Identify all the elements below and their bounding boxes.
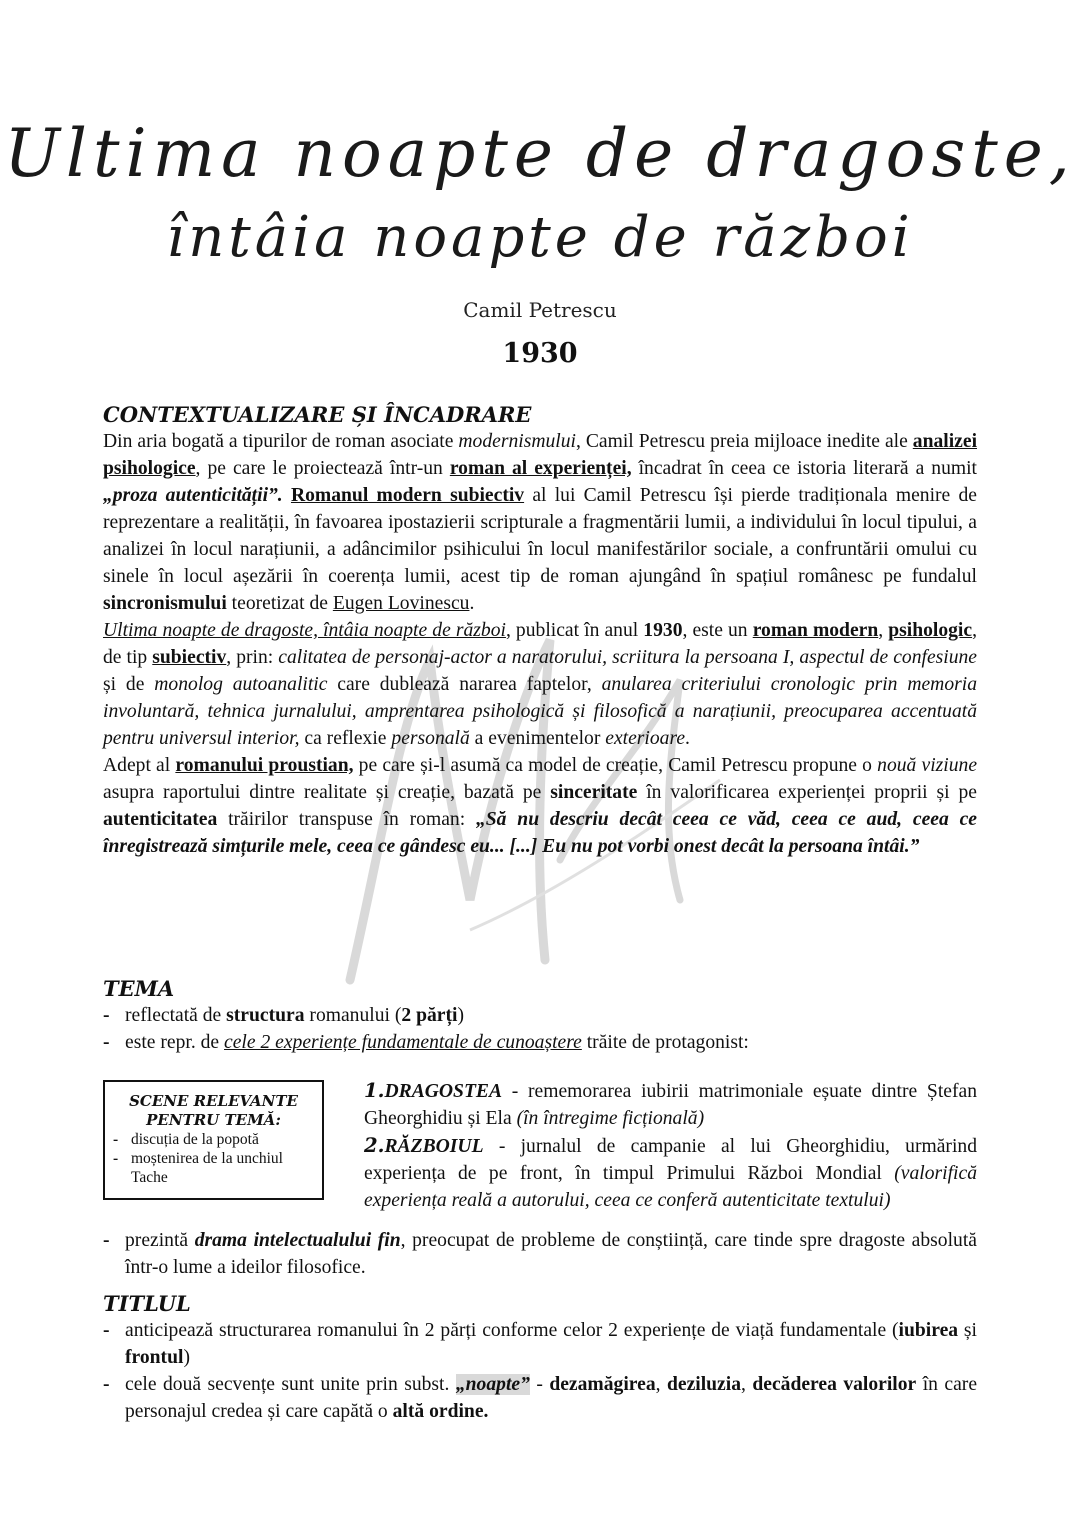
relevant-scenes-box xyxy=(103,1080,324,1200)
text-run: cele 2 experiențe fundamentale de cunoaștere xyxy=(224,1032,582,1053)
text-run: structura xyxy=(226,1005,305,1026)
text-run: Eugen Lovinescu xyxy=(332,593,470,614)
list-item: - moștenirea de la unchiul Tache xyxy=(113,1149,314,1187)
text-run: . xyxy=(469,593,475,614)
text-run: prezintă xyxy=(125,1230,195,1251)
text-run: ) xyxy=(183,1347,190,1368)
text-run: altă ordine. xyxy=(392,1401,489,1422)
text-run: și xyxy=(958,1320,978,1341)
tema-extra xyxy=(103,1227,977,1281)
text-run: Ultima noapte de dragoste, întâia noapte de război xyxy=(103,620,506,641)
text-run: iubirea xyxy=(898,1320,959,1341)
text-run: nouă viziune xyxy=(877,755,978,776)
text-run: personală xyxy=(391,728,470,749)
context-paragraph-3 xyxy=(103,752,977,860)
text-run: exterioare xyxy=(605,728,686,749)
tema-list-2 xyxy=(103,1227,977,1281)
text-run: Adept al xyxy=(103,755,176,776)
text-run: 1. xyxy=(364,1079,385,1102)
text-run: , de tip xyxy=(103,620,977,668)
text-run: a evenimentelor xyxy=(469,728,606,749)
text-run: , xyxy=(655,1374,667,1395)
text-run: drama intelectualului fin xyxy=(194,1230,401,1251)
text-run: , preocupat de probleme de conștiință, care tinde spre dragoste absolută într-o lume a ideilor filosofice. xyxy=(125,1230,977,1278)
context-paragraph-2 xyxy=(103,617,977,752)
text-run: analizei psihologice xyxy=(103,431,978,479)
text-run: roman modern xyxy=(752,620,879,641)
list-item xyxy=(103,1227,977,1281)
text-run: frontul xyxy=(125,1347,184,1368)
text-run: autenticitatea xyxy=(103,809,218,830)
text-run: , pe care le proiectează într-un xyxy=(195,458,450,479)
text-run: încadrat în ceea ce istoria literară a numit xyxy=(631,458,977,479)
text-run: și de xyxy=(103,674,155,695)
text-run: decăderea valorilor xyxy=(752,1374,917,1395)
text-run: RĂZBOIUL xyxy=(384,1136,484,1157)
titlu-heading: TITLUL xyxy=(103,1291,191,1316)
text-run: - jurnalul de campanie al lui Gheorghidiu, urmărind experiența de pe front, în timpul Primului Război Mondial xyxy=(364,1136,977,1184)
text-run: în care personajul credea și care capătă o xyxy=(125,1374,978,1422)
tema-section xyxy=(103,975,977,1056)
titlu-section xyxy=(103,1290,977,1425)
text-run: , xyxy=(878,620,889,641)
text-run: . xyxy=(685,728,690,749)
list-item xyxy=(103,1317,977,1371)
context-section xyxy=(103,401,977,860)
text-run: romanului proustian, xyxy=(175,755,354,776)
list-item xyxy=(103,1371,977,1425)
tema-parts xyxy=(350,1077,977,1214)
text-run: „proza autenticității”. xyxy=(103,485,283,506)
box-list xyxy=(113,1130,314,1187)
text-run: deziluzia xyxy=(666,1374,741,1395)
part-war xyxy=(350,1132,977,1214)
text-run: roman al experienței, xyxy=(449,458,632,479)
box-title-line-2: PENTRU TEMĂ: xyxy=(146,1111,281,1129)
text-run: , prin: xyxy=(226,647,279,668)
text-run: al lui Camil Petrescu își pierde tradiționala menire de reprezentare a realității, în favoarea ipostazierii scripturale a fragmentării lumii, a individului în locul tipului, a analizei în locul narațiunii, a adâncimilor psihicului în locul manifestărilor sociale, a confruntării omului cu sinele în locul așezării în coerența lumii, acest tip de roman ajungând în spațiul românesc pe fundalul xyxy=(103,485,977,587)
text-run: , este un xyxy=(682,620,753,641)
text-run: care dublează nararea faptelor, xyxy=(327,674,602,695)
text-run: modernismului xyxy=(458,431,576,452)
text-run: DRAGOSTEA xyxy=(384,1081,503,1102)
text-run: asupra raportului dintre realitate și creație, bazată pe xyxy=(103,782,551,803)
text-run: 2. xyxy=(364,1134,385,1157)
text-run xyxy=(283,485,291,506)
text-run: „Să nu descriu decât ceea ce văd, ceea ce aud, ceea ce înregistrează simțurile mele, ceea ce gândesc eu... [...] Eu nu pot vorbi onest decât la persoana întâi.” xyxy=(103,809,977,857)
text-run: 2 părți xyxy=(401,1005,458,1026)
text-run: , Camil Petrescu preia mijloace inedite ale xyxy=(575,431,913,452)
text-run: teoretizat de xyxy=(226,593,333,614)
text-run: calitatea de personaj-actor a naratorului, scriitura la persoana I, aspectul de confesiune xyxy=(278,647,977,668)
text-run: trăite de protagonist: xyxy=(581,1032,749,1053)
text-run: este repr. de xyxy=(125,1032,225,1053)
text-run: (în întregime ficțională) xyxy=(516,1108,705,1129)
text-run: (valorifică experiența reală a autorului, ceea ce conferă autenticitate textului) xyxy=(364,1163,977,1211)
text-run: reflectată de xyxy=(125,1005,227,1026)
text-run: - rememorarea iubirii matrimoniale eșuate dintre Ștefan Gheorghidiu și Ela xyxy=(364,1081,977,1129)
text-run: 1930 xyxy=(643,620,683,641)
text-run: sinceritate xyxy=(550,782,638,803)
context-paragraph-1 xyxy=(103,428,977,617)
text-run: anticipează structurarea romanului în 2 părți conforme celor 2 experiențe de viață fundamentale ( xyxy=(125,1320,899,1341)
title-line-2: întâia noapte de război xyxy=(166,205,914,270)
text-run: pe care și-l asumă ca model de creație, Camil Petrescu propune o xyxy=(353,755,878,776)
text-run: , publicat în anul xyxy=(505,620,644,641)
text-run: cele două secvențe sunt unite prin subst. xyxy=(125,1374,456,1395)
text-run: sincronismului xyxy=(103,593,227,614)
text-run: subiectiv xyxy=(152,647,227,668)
text-run: psihologic xyxy=(888,620,973,641)
title-line-1: Ultima noapte de dragoste, xyxy=(4,115,1076,192)
list-item xyxy=(103,1029,977,1056)
text-run: ca reflexie xyxy=(299,728,392,749)
box-title-line-1: SCENE RELEVANTE xyxy=(129,1092,298,1110)
titlu-list xyxy=(103,1317,977,1425)
text-run: monolog autoanalitic xyxy=(154,674,328,695)
list-item: - discuția de la popotă xyxy=(113,1130,314,1149)
text-run: Romanul modern subiectiv xyxy=(290,485,525,506)
text-run: în valorificarea experienței proprii și pe xyxy=(637,782,977,803)
part-love xyxy=(350,1077,977,1132)
tema-list xyxy=(103,1002,977,1056)
text-run: anularea criteriului cronologic prin memoria involuntară, tehnica jurnalului, amprentarea psihologică și filosofică a narațiunii, preocuparea accentuată pentru universul interior, xyxy=(103,674,977,749)
tema-heading: TEMA xyxy=(103,976,175,1001)
publication-year: 1930 xyxy=(502,338,578,369)
text-run: - xyxy=(529,1374,550,1395)
text-run: trăirilor transpuse în roman: xyxy=(217,809,476,830)
text-run: ) xyxy=(457,1005,464,1026)
list-item xyxy=(103,1002,977,1029)
text-run: , xyxy=(741,1374,753,1395)
text-run: „noapte” xyxy=(455,1374,530,1395)
context-heading: CONTEXTUALIZARE ȘI ÎNCADRARE xyxy=(103,402,532,427)
text-run: romanului ( xyxy=(304,1005,402,1026)
text-run: Din aria bogată a tipurilor de roman asociate xyxy=(103,431,459,452)
author-name: Camil Petrescu xyxy=(463,298,617,322)
text-run: dezamăgirea xyxy=(549,1374,656,1395)
